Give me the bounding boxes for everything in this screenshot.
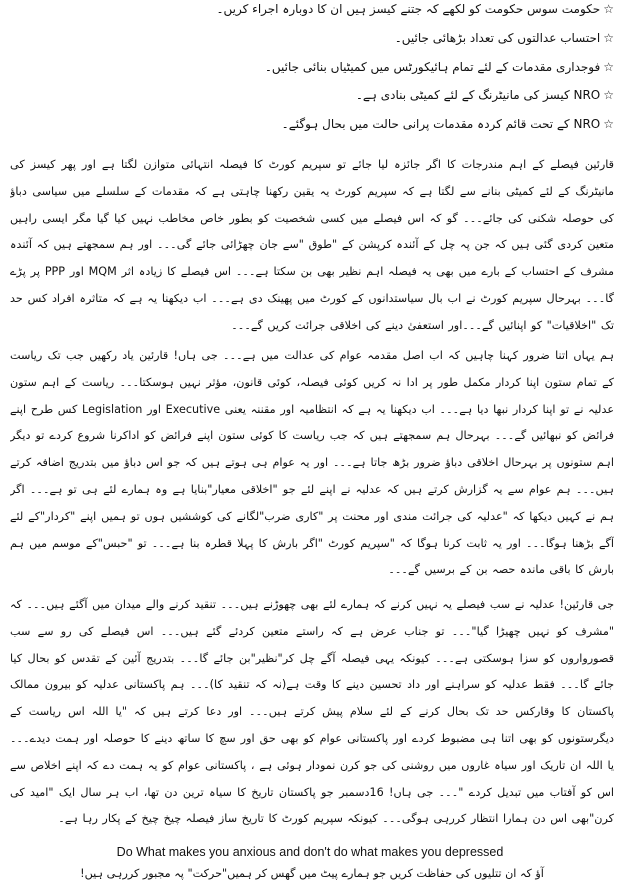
bullet-text: NRO کیسز کی مانیٹرنگ کے لئے کمیٹی بنادی ہے۔ [355,88,601,103]
english-quote: Do What makes you anxious and don't do what makes you depressed [116,845,504,859]
star-bullet-icon: ☆ [603,117,614,132]
bullet-item [14,88,614,102]
bullet-text: احتساب عدالتوں کی تعداد بڑھائی جائیں۔ [394,30,601,45]
bullet-text: حکومت سوس حکومت کو لکھے کہ جتنے کیسز ہیں ان کا دوبارہ اجراء کریں۔ [216,2,601,16]
star-bullet-icon: ☆ [603,30,614,45]
bullet-text: NRO کے تحت قائم کردہ مقدمات پرانی حالت میں بحال ہوگئے۔ [281,117,601,132]
bullet-list [14,2,614,146]
bullet-item [14,117,614,131]
paragraph-readers-appeal: جی قارئین! عدلیہ نے سب فیصلے یہ نہیں کرنے کہ ہمارے لئے بھی چھوڑنے ہیں۔۔۔ تنقید کرنے والے میدان میں آگئے ہیں۔۔۔ کہ "مشرف کو نہیں چھیڑا گیا"۔۔۔ تو جناب عرض ہے کہ راستے متعین کردئے گئے ہیں۔۔۔ اس فیصلے کی رو سے سب قصورواروں کو سزا ہوسکتی ہے۔۔۔ کیونکہ یہی فیصلہ آگے چل کر"نظیر"بن جائے گا۔۔۔ بتدریج آئین کے تقدس کو بحال کیا جائے گا۔۔۔ فقط عدلیہ کو سراہنے اور داد تحسین دینے کا وقت ہے(نہ کہ تنقید کا)۔۔۔ ہم پاکستانی عدلیہ کو بیرون ممالک پاکستان کا وقارکس حد تک بحال کرنے کے لئے سلام پیش کرتے ہیں۔۔۔ اور دعا کرتے ہیں کہ "یا اللہ اس ریاست کے دیگرستونوں کو بھی اتنا ہی مضبوط کردے اور پاکستانی عوام کو بھی حق اور سچ کا ساتھ دینے کا حوصلہ اور ہمت دیدے۔۔۔ یا اللہ ان تاریک اور سیاہ غاروں میں روشنی کی جو کرن نمودار ہوئی ہے ، پاکستانی عوام کو یہ ہمت دے کہ اپنے اخلاص سے اس کو آفتاب میں تبدیل کردے "۔۔۔ جی ہاں! 16دسمبر جو پاکستان تاریخ کا سیاہ ترین دن تھا، اب ہر سال ایک "امید کی کرن"بھی اس دن ہمارا انتظار کررہی ہوگی۔۔۔ کیونکہ سپریم کورٹ کا تاریخ ساز فیصلہ چیخ چیخ کے پکار رہا ہے۔ [10,598,614,826]
closing-line: آؤ کہ ان تتلیوں کی حفاظت کریں جو ہمارے پیٹ میں گھس کر ہمیں"حرکت" پہ مجبور کررہی ہیں! [80,867,544,880]
bullet-item [14,31,614,45]
star-bullet-icon: ☆ [603,2,614,16]
star-bullet-icon: ☆ [603,88,614,103]
bullet-item [14,2,614,16]
bullet-item [14,60,614,74]
bullet-text: فوجداری مقدمات کے لئے تمام ہائیکورٹس میں کمیٹیاں بنائی جائیں۔ [264,59,601,74]
star-bullet-icon: ☆ [603,59,614,74]
paragraph-public-court: ہم یہاں اتنا ضرور کہنا چاہیں کہ اب اصل مقدمہ عوام کی عدالت میں ہے۔۔۔ جی ہاں! قارئین یاد رکھیں جب تک ریاست کے تمام ستون اپنا کردار مکمل طور پر ادا نہ کریں کوئی فیصلہ، کوئی قانون، مؤثر نہیں ہوسکتا۔۔۔ ریاست کے اہم ستون عدلیہ نے تو اپنا کردار نبھا دیا ہے۔۔۔ اب دیکھنا یہ ہے کہ انتظامیہ اور مقننہ یعنی Executive اور Legislation کس طرح اپنے فرائض کو نبھائیں گے۔۔۔ بہرحال ہم سمجھتے ہیں کہ جب ریاست کا کوئی ستون اپنے فرائض کو اداکرنا شروع کردے تو دیگر اہم ستونوں پر بہرحال اخلاقی دباؤ ضرور بڑھ جاتا ہے۔۔۔ اور یہ عوام ہی ہوتے ہیں کہ جو اس دباؤ میں بتدریج اضافہ کرتے ہیں۔۔۔ ہم عوام سے یہ گزارش کرتے ہیں کہ عدلیہ نے اپنے لئے جو "اخلاقی معیار"بنایا ہے وہ ہمارے لئے ہی تو ہے۔۔۔ اگر ہم نے کہیں دیکھا کہ "عدلیہ کی جرائت مندی اور محنت پر "کاری ضرب"لگانے کی کوششیں ہوں تو ہمیں اپنے "کردار"کے لئے آگے بڑھنا ہوگا۔۔۔ اور یہ ثابت کرنا ہوگا کہ "سپریم کورٹ "اگر بارش کا پہلا قطرہ بنا ہے۔۔۔ تو "حبس"کے موسم میں ہم بارش کا باقی ماندہ حصہ بن کے برسیں گے۔۔۔ [10,349,614,577]
paragraph-verdict-analysis: قارئین فیصلے کے اہم مندرجات کا اگر جائزہ لیا جائے تو سپریم کورٹ کا فیصلہ انتہائی متوازن لگتا ہے اور پھر کیسز کی مانیٹرنگ کے لئے کمیٹی بنانے سے لگتا ہے کہ سپریم کورٹ یہ یقین رکھنا چاہتی ہے کہ مقدمات کے سلسلے میں سیاسی دباؤ کی حوصلہ شکنی کی جائے۔۔۔ گو کہ اس فیصلے میں کسی شخصیت کو بطور خاص مخاطب نہیں کیا گیا مگر ایسی راہیں متعین کردی گئی ہیں کہ جن پہ چل کے آئندہ کرپشن کے "طوق "سے جان چھڑائی جائے گی۔۔۔ اور ہم سمجھتے ہیں کہ آئندہ مشرف کے احتساب کے بارے میں بھی یہ فیصلہ اہم نظیر بھی بن سکتا ہے۔۔۔ اس فیصلے کا زیادہ اثر MQM اور PPP پر پڑے گا۔۔۔ بہرحال سپریم کورٹ نے اب بال سیاستدانوں کے کورٹ میں پھینک دی ہے۔۔۔ اب دیکھنا یہ ہے کہ متاثرہ افراد کس حد تک "اخلاقیات" کو اپنائیں گے۔۔۔اور استعفیٰ دینے کی اخلاقی جرائت کریں گے۔۔۔ [10,158,614,332]
